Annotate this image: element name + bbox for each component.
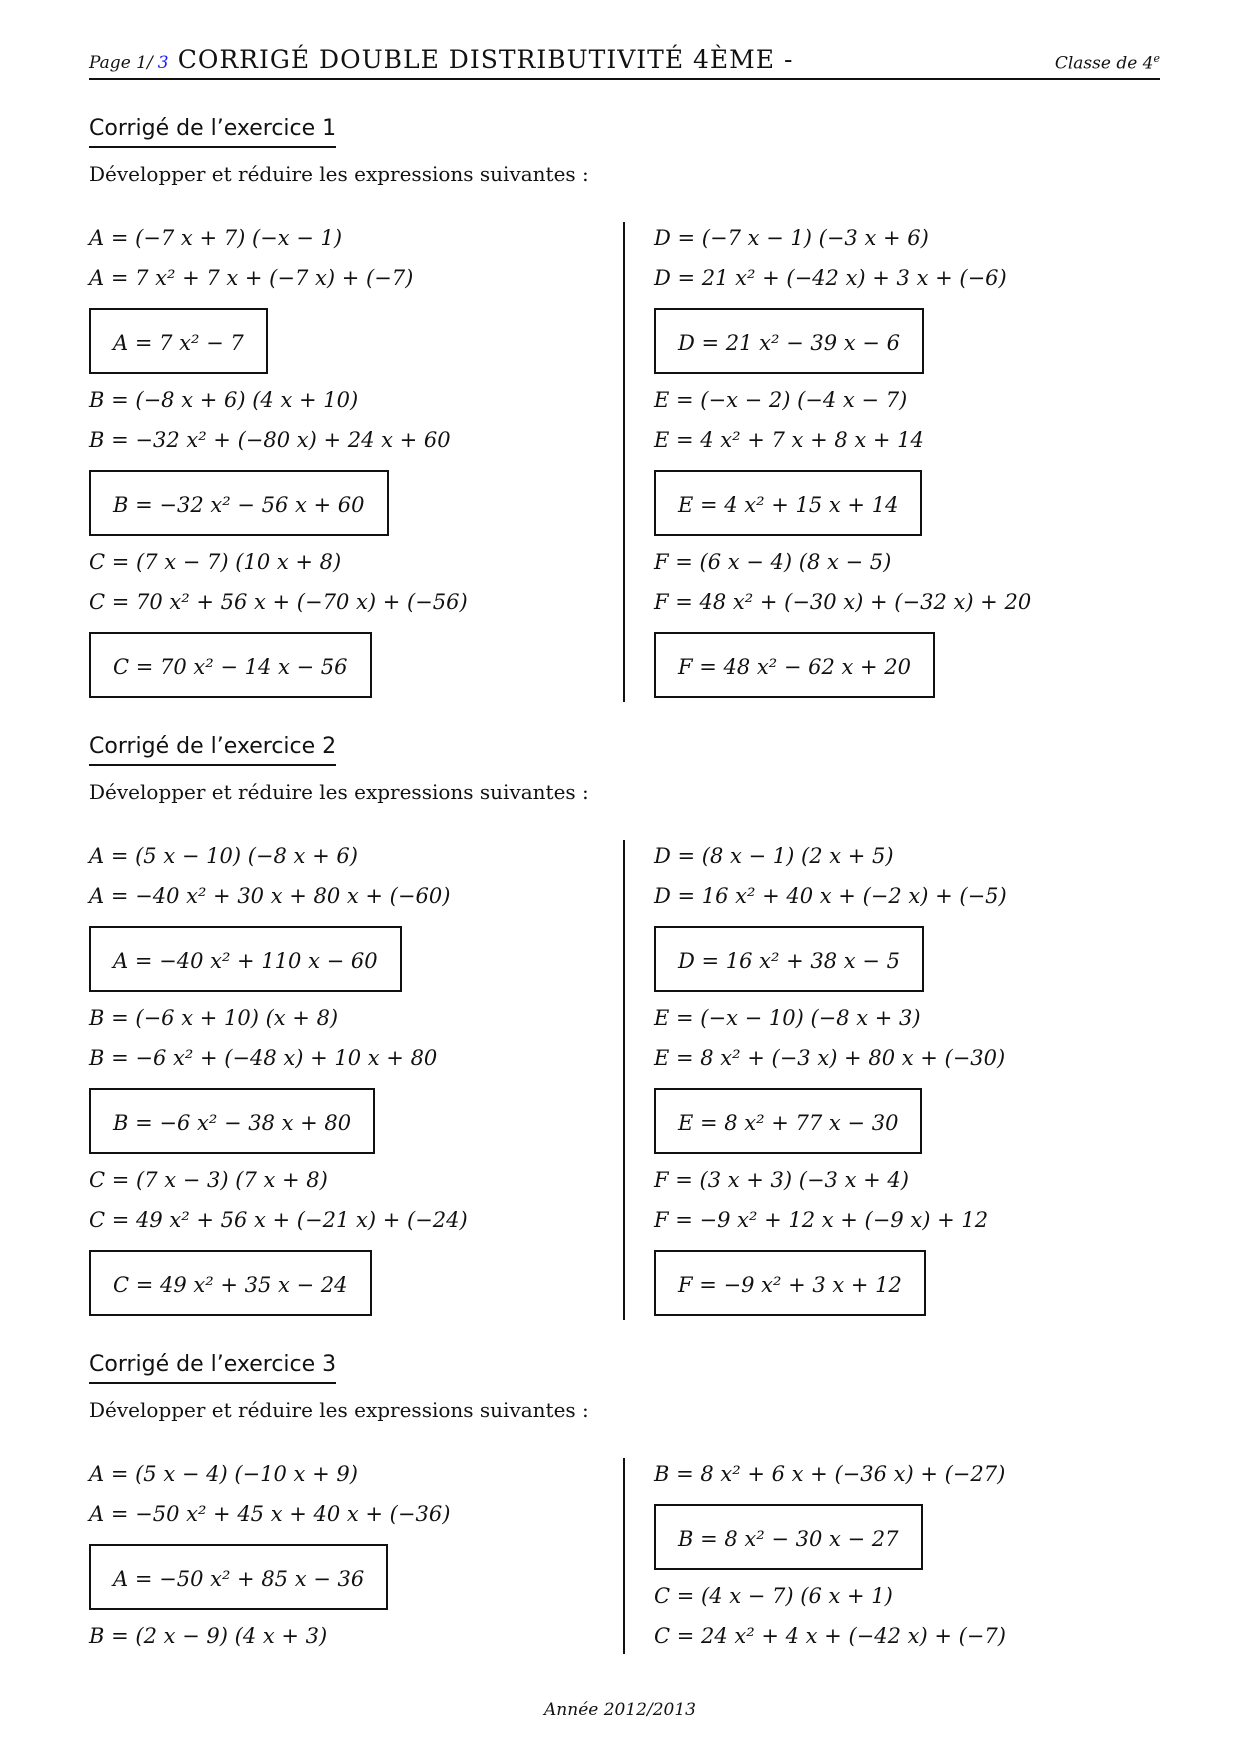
equation-line: C = (7 x − 3) (7 x + 8) <box>89 1168 328 1192</box>
exercise-columns <box>89 222 1160 702</box>
equation-line: A = (−7 x + 7) (−x − 1) <box>89 226 343 250</box>
equation-line: D = (8 x − 1) (2 x + 5) <box>654 844 894 868</box>
equation-line: C = (7 x − 7) (10 x + 8) <box>89 550 342 574</box>
column-divider <box>623 840 625 1320</box>
exercise-title: Corrigé de l’exercice 1 <box>89 116 336 148</box>
result-box: D = 16 x² + 38 x − 5 <box>654 926 924 992</box>
footer-year: Année 2012/2013 <box>544 1700 696 1720</box>
result-box: B = 8 x² − 30 x − 27 <box>654 1504 923 1570</box>
equation-line: A = (5 x − 4) (−10 x + 9) <box>89 1462 358 1486</box>
equation-line: B = −6 x² + (−48 x) + 10 x + 80 <box>89 1046 438 1070</box>
equation-line: B = (2 x − 9) (4 x + 3) <box>89 1624 328 1648</box>
exercise-columns <box>89 840 1160 1320</box>
equation-line: C = (4 x − 7) (6 x + 1) <box>654 1584 893 1608</box>
column-divider <box>623 1458 625 1654</box>
equation-line: A = −50 x² + 45 x + 40 x + (−36) <box>89 1502 451 1526</box>
equation-line: B = 8 x² + 6 x + (−36 x) + (−27) <box>654 1462 1006 1486</box>
equation-line: A = −40 x² + 30 x + 80 x + (−60) <box>89 884 451 908</box>
equation-line: C = 49 x² + 56 x + (−21 x) + (−24) <box>89 1208 468 1232</box>
equation-line: B = −32 x² + (−80 x) + 24 x + 60 <box>89 428 451 452</box>
equation-line: D = 21 x² + (−42 x) + 3 x + (−6) <box>654 266 1007 290</box>
class-label-text: Classe de 4 <box>1054 54 1154 74</box>
exercise-3 <box>89 1352 1160 1648</box>
exercise-instruction: Développer et réduire les expressions suivantes : <box>89 162 589 186</box>
equation-line: B = (−8 x + 6) (4 x + 10) <box>89 388 359 412</box>
exercise-2 <box>89 734 1160 1297</box>
document-title: CORRIGÉ DOUBLE DISTRIBUTIVITÉ 4ÈME - <box>177 45 794 74</box>
result-box: D = 21 x² − 39 x − 6 <box>654 308 924 374</box>
exercise-columns <box>89 1458 1160 1658</box>
result-box: A = −40 x² + 110 x − 60 <box>89 926 402 992</box>
equation-line: C = 70 x² + 56 x + (−70 x) + (−56) <box>89 590 468 614</box>
result-box: E = 8 x² + 77 x − 30 <box>654 1088 922 1154</box>
class-label <box>1055 52 1160 74</box>
page-total-link[interactable]: 3 <box>157 53 169 73</box>
page-header <box>89 42 1160 80</box>
result-box: C = 49 x² + 35 x − 24 <box>89 1250 372 1316</box>
exercise-1 <box>89 116 1160 679</box>
equation-line: E = (−x − 10) (−8 x + 3) <box>654 1006 921 1030</box>
class-label-sup: e <box>1153 52 1160 66</box>
exercise-title: Corrigé de l’exercice 3 <box>89 1352 336 1384</box>
equation-line: E = (−x − 2) (−4 x − 7) <box>654 388 908 412</box>
result-box: C = 70 x² − 14 x − 56 <box>89 632 372 698</box>
result-box: B = −32 x² − 56 x + 60 <box>89 470 389 536</box>
equation-line: D = (−7 x − 1) (−3 x + 6) <box>654 226 929 250</box>
result-box: A = 7 x² − 7 <box>89 308 268 374</box>
equation-line: A = 7 x² + 7 x + (−7 x) + (−7) <box>89 266 414 290</box>
result-box: E = 4 x² + 15 x + 14 <box>654 470 922 536</box>
column-divider <box>623 222 625 702</box>
exercise-title: Corrigé de l’exercice 2 <box>89 734 336 766</box>
equation-line: A = (5 x − 10) (−8 x + 6) <box>89 844 358 868</box>
exercise-instruction: Développer et réduire les expressions suivantes : <box>89 780 589 804</box>
equation-line: C = 24 x² + 4 x + (−42 x) + (−7) <box>654 1624 1006 1648</box>
equation-line: F = (3 x + 3) (−3 x + 4) <box>654 1168 909 1192</box>
result-box: B = −6 x² − 38 x + 80 <box>89 1088 375 1154</box>
header-left <box>89 45 793 74</box>
result-box: F = −9 x² + 3 x + 12 <box>654 1250 926 1316</box>
equation-line: F = (6 x − 4) (8 x − 5) <box>654 550 892 574</box>
equation-line: E = 4 x² + 7 x + 8 x + 14 <box>654 428 924 452</box>
equation-line: B = (−6 x + 10) (x + 8) <box>89 1006 339 1030</box>
equation-line: D = 16 x² + 40 x + (−2 x) + (−5) <box>654 884 1007 908</box>
page-label: Page 1/ <box>89 53 153 73</box>
equation-line: E = 8 x² + (−3 x) + 80 x + (−30) <box>654 1046 1006 1070</box>
result-box: A = −50 x² + 85 x − 36 <box>89 1544 388 1610</box>
equation-line: F = −9 x² + 12 x + (−9 x) + 12 <box>654 1208 989 1232</box>
result-box: F = 48 x² − 62 x + 20 <box>654 632 935 698</box>
exercise-instruction: Développer et réduire les expressions suivantes : <box>89 1398 589 1422</box>
equation-line: F = 48 x² + (−30 x) + (−32 x) + 20 <box>654 590 1032 614</box>
